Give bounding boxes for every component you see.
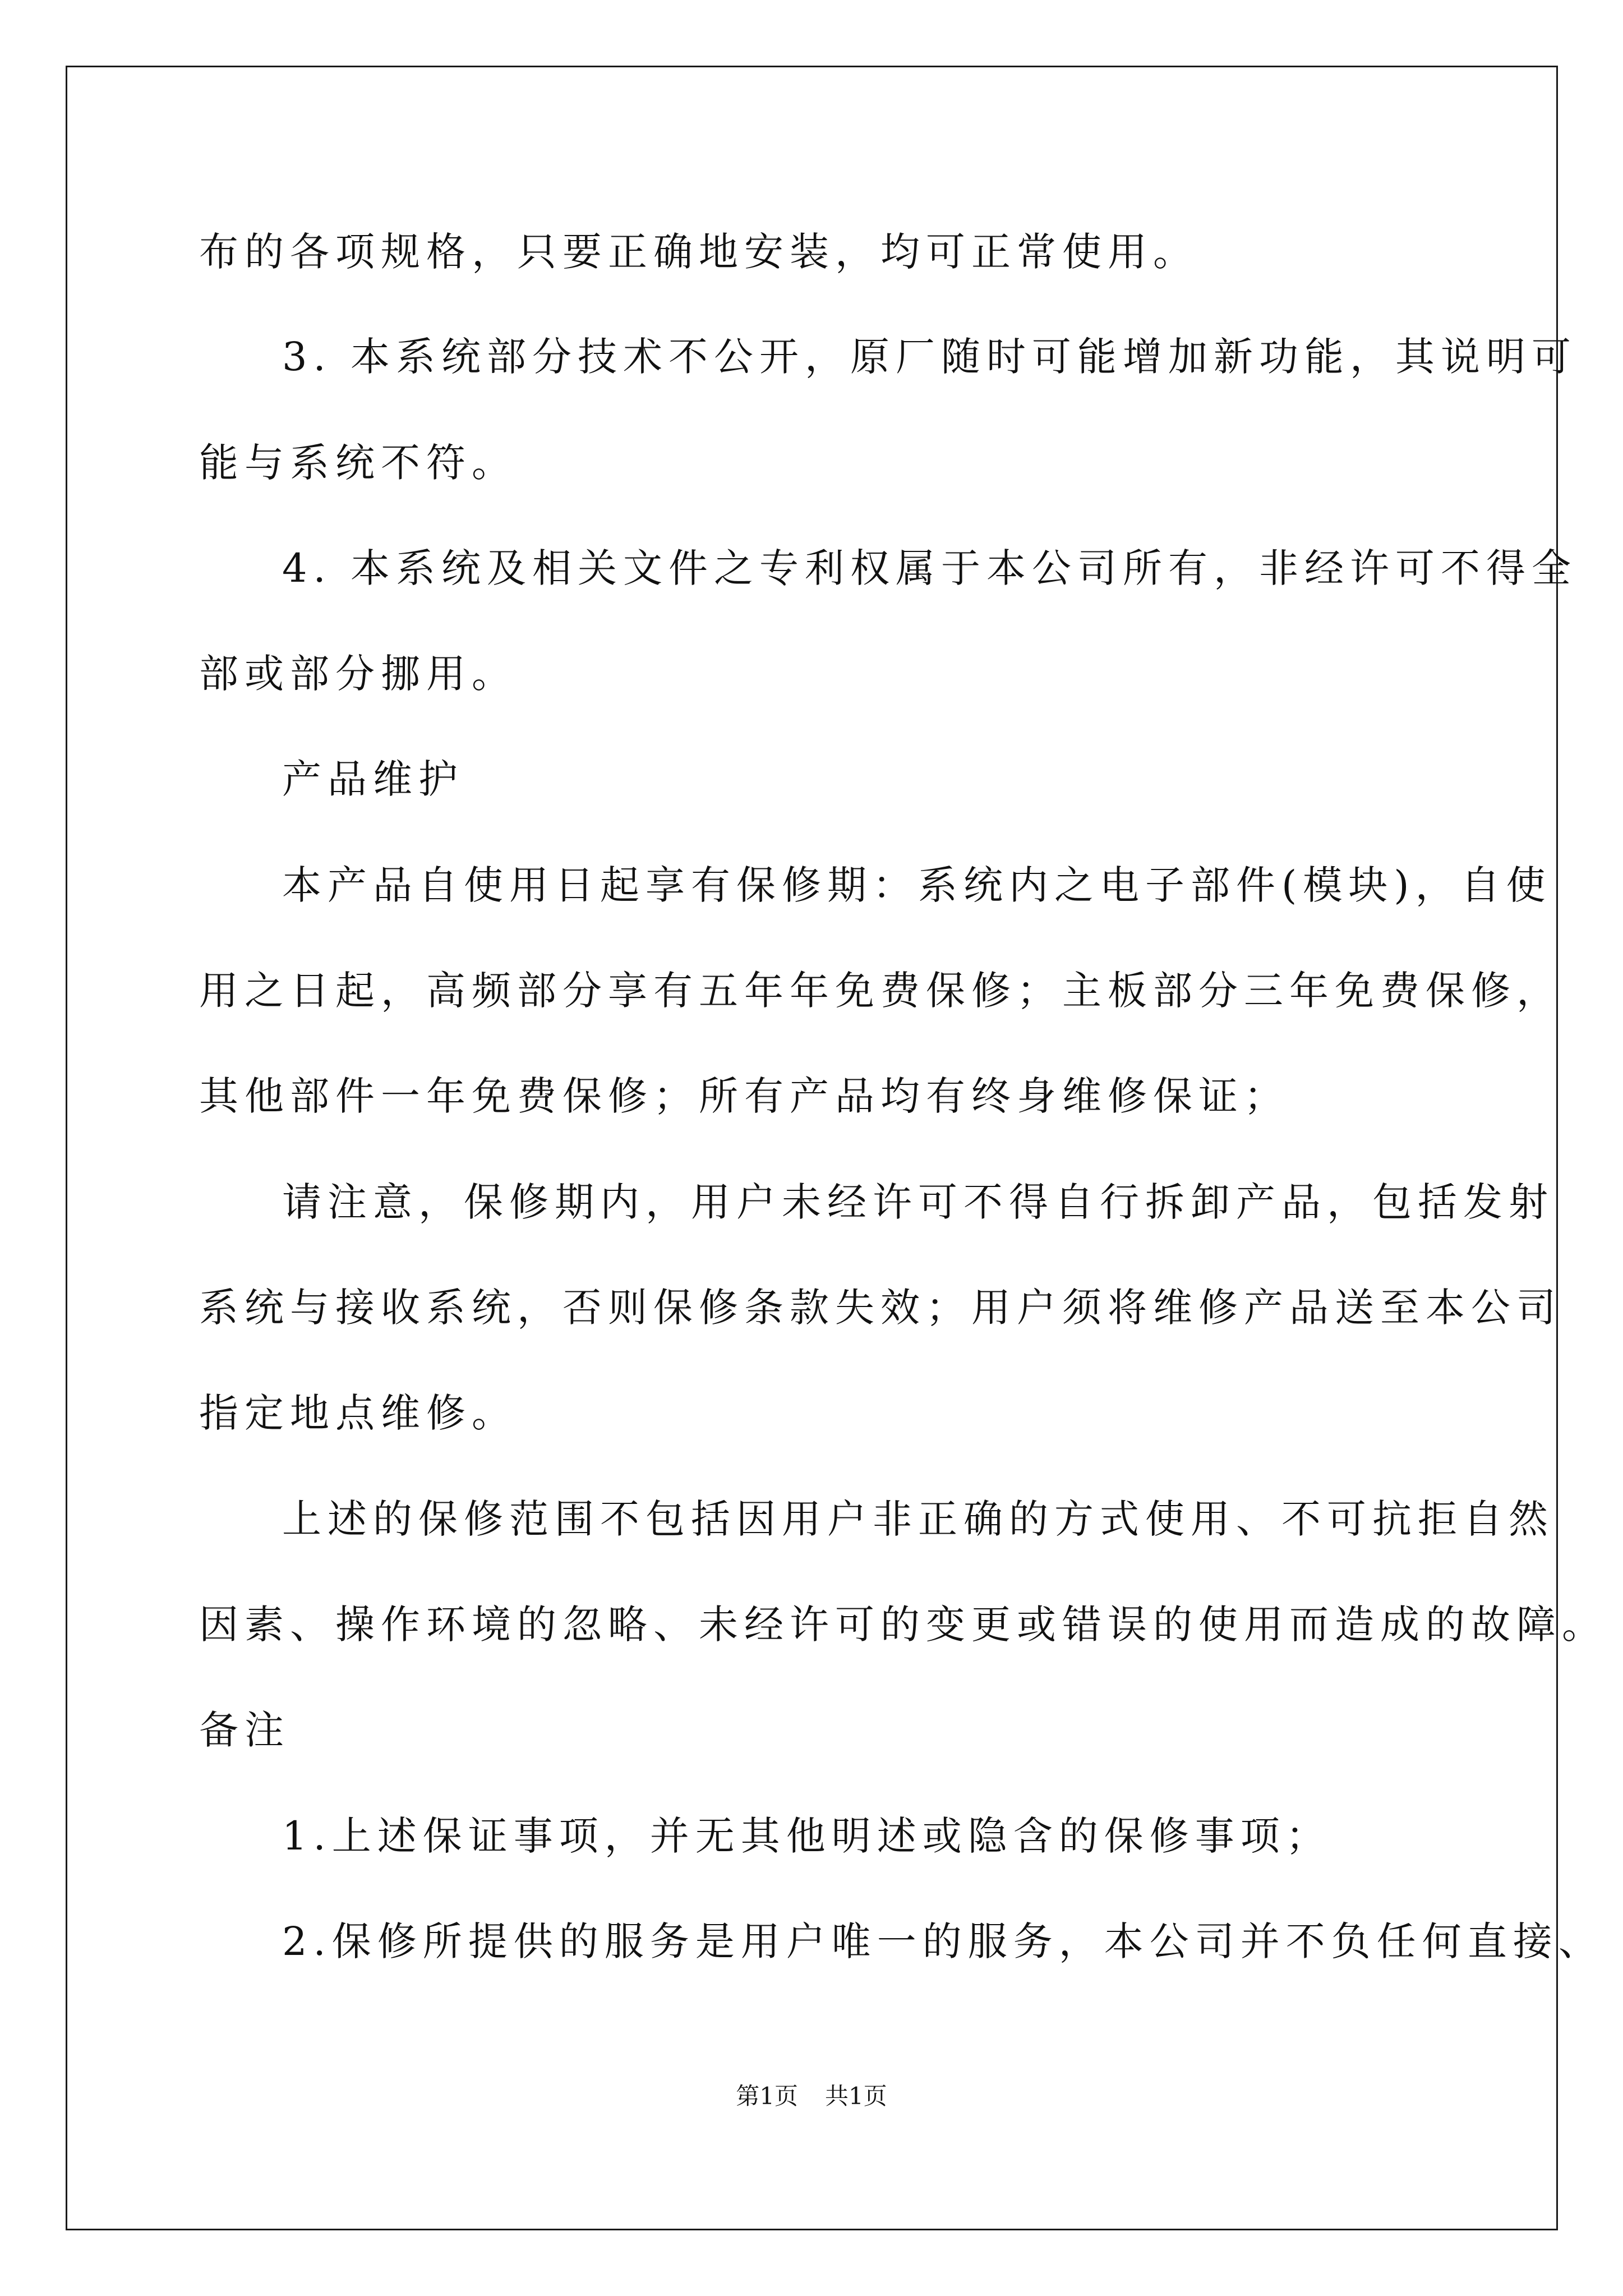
text-line: 请注意，保修期内，用户未经许可不得自行拆卸产品，包括发射 <box>282 1179 1554 1225</box>
section-heading: 备注 <box>199 1707 290 1753</box>
text-line: 用之日起，高频部分享有五年年免费保修；主板部分三年免费保修， <box>199 968 1562 1014</box>
text-line: 3. 本系统部分技术不公开，原厂随时可能增加新功能，其说明可 <box>282 334 1578 380</box>
page-border <box>66 66 1558 2230</box>
text-line: 系统与接收系统，否则保修条款失效；用户须将维修产品送至本公司 <box>199 1285 1562 1331</box>
section-heading: 产品维护 <box>282 756 464 802</box>
page-total: 共1页 <box>825 2082 887 2110</box>
text-line: 2.保修所提供的服务是用户唯一的服务，本公司并不负任何直接、 <box>282 1918 1604 1964</box>
text-line: 能与系统不符。 <box>199 440 517 486</box>
text-line: 布的各项规格，只要正确地安装，均可正常使用。 <box>199 229 1198 275</box>
text-line: 本产品自使用日起享有保修期：系统内之电子部件(模块)，自使 <box>282 862 1552 908</box>
text-line: 部或部分挪用。 <box>199 651 517 697</box>
text-line: 上述的保修范围不包括因用户非正确的方式使用、不可抗拒自然 <box>282 1496 1554 1542</box>
text-line: 因素、操作环境的忽略、未经许可的变更或错误的使用而造成的故障。 <box>199 1602 1607 1648</box>
text-line: 4. 本系统及相关文件之专利权属于本公司所有，非经许可不得全 <box>282 545 1578 591</box>
page-footer <box>0 2082 1623 2110</box>
text-line: 1.上述保证事项，并无其他明述或隐含的保修事项； <box>282 1813 1331 1859</box>
text-line: 其他部件一年免费保修；所有产品均有终身维修保证； <box>199 1073 1289 1119</box>
page-number: 第1页 <box>736 2082 798 2110</box>
text-line: 指定地点维修。 <box>199 1390 517 1436</box>
